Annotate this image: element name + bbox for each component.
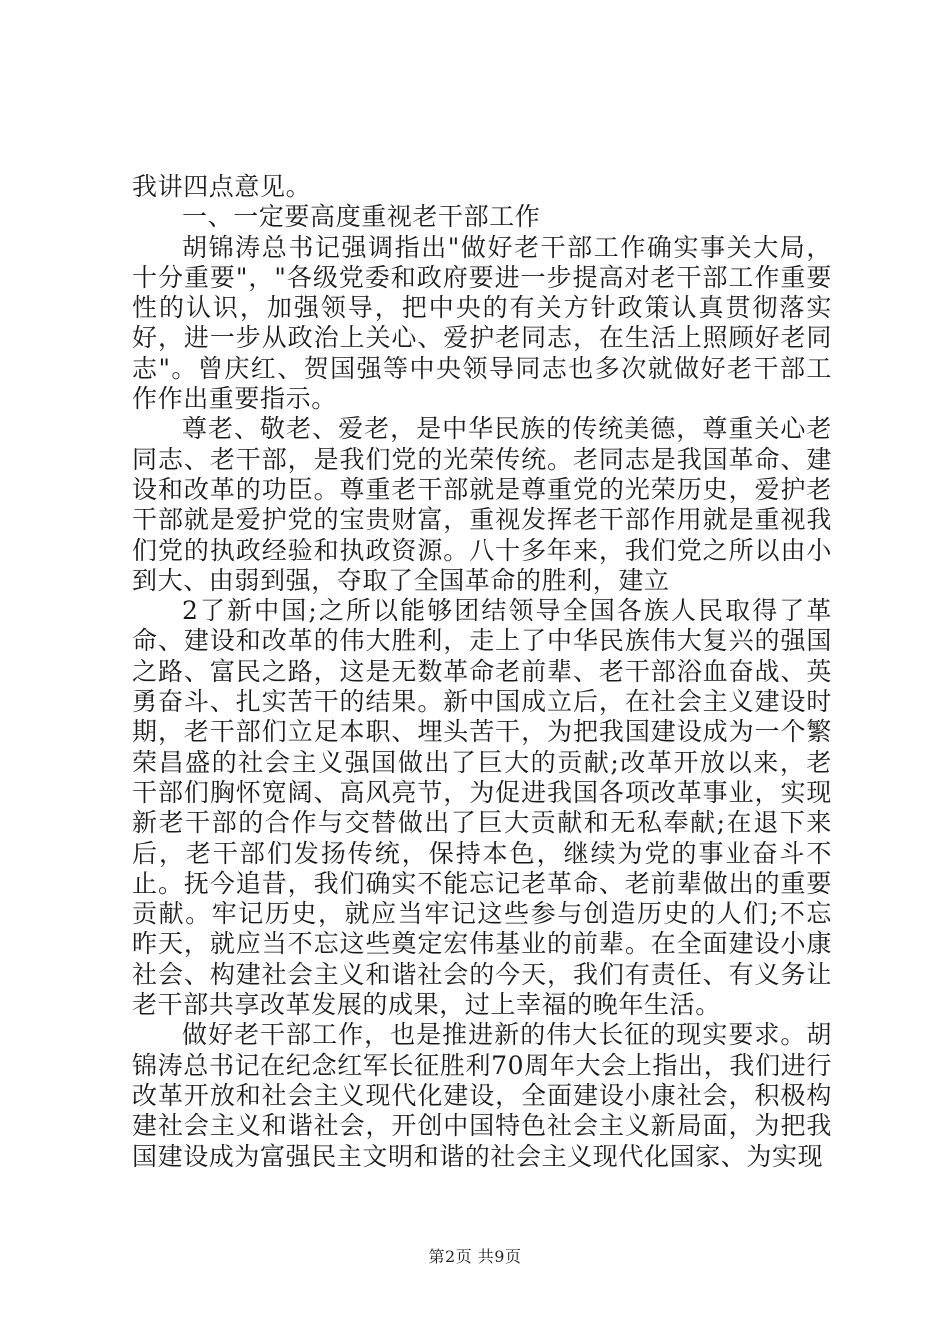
paragraph-tradition: 尊老、敬老、爱老，是中华民族的传统美德，尊重关心老同志、老干部，是我们党的光荣传统。老同志是我国革命、建设和改革的功臣。尊重老干部就是尊重党的光荣历史，爱护老干部就是爱护党的宝贵财富，重视发挥老干部作用就是重视我们党的执政经验和执政资源。八十多年来，我们党之所以由小到大、由弱到强，夺取了全国革命的胜利，建立 <box>132 414 832 595</box>
page-number: 第2页 共9页 <box>428 1247 522 1266</box>
paragraph-long-march: 做好老干部工作，也是推进新的伟大长征的现实要求。胡锦涛总书记在纪念红军长征胜利70周年大会上指出，我们进行改革开放和社会主义现代化建设，全面建设小康社会，积极构建社会主义和谐社会，开创中国特色社会主义新局面，为把我国建设成为富强民主文明和谐的社会主义现代化国家、为实现 <box>132 1020 832 1171</box>
document-body <box>132 172 832 1172</box>
paragraph-quote: 胡锦涛总书记强调指出"做好老干部工作确实事关大局，十分重要"，"各级党委和政府要进一步提高对老干部工作重要性的认识，加强领导，把中央的有关方针政策认真贯彻落实好，进一步从政治上关心、爱护老同志，在生活上照顾好老同志"。曾庆红、贺国强等中央领导同志也多次就做好老干部工作作出重要指示。 <box>132 232 832 414</box>
paragraph-opening: 我讲四点意见。 <box>132 172 312 201</box>
section-heading: 一、一定要高度重视老干部工作 <box>182 202 541 232</box>
paragraph-contribution: 2了新中国;之所以能够团结领导全国各族人民取得了革命、建设和改革的伟大胜利，走上了中华民族伟大复兴的强国之路、富民之路，这是无数革命老前辈、老干部浴血奋战、英勇奋斗、扎实苦干的结果。新中国成立后，在社会主义建设时期，老干部们立足本职、埋头苦干，为把我国建设成为一个繁荣昌盛的社会主义强国做出了巨大的贡献;改革开放以来，老干部们胸怀宽阔、高风亮节，为促进我国各项改革事业，实现新老干部的合作与交替做出了巨大贡献和无私奉献;在退下来后，老干部们发扬传统，保持本色，继续为党的事业奋斗不止。抚今追昔，我们确实不能忘记老革命、老前辈做出的重要贡献。牢记历史，就应当牢记这些参与创造历史的人们;不忘昨天，就应当不忘这些奠定宏伟基业的前辈。在全面建设小康社会、构建社会主义和谐社会的今天，我们有责任、有义务让老干部共享改革发展的成果，过上幸福的晚年生活。 <box>132 596 832 1020</box>
